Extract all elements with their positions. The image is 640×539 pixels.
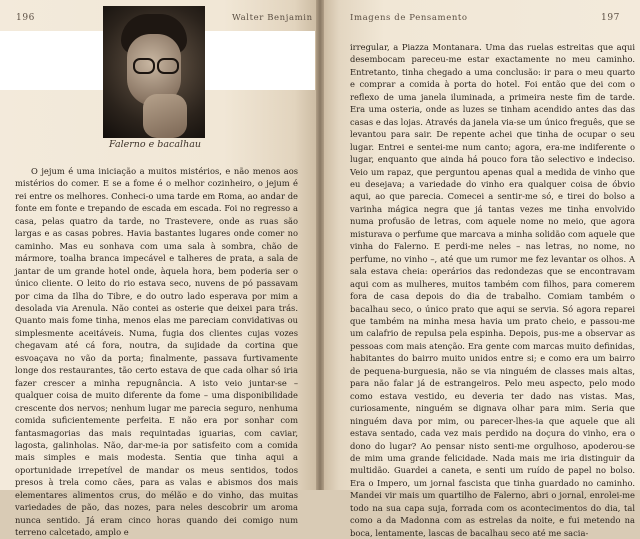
right-page-number: 197 — [601, 13, 620, 23]
book-gutter — [316, 0, 324, 490]
blank-area — [205, 31, 315, 90]
photo-caption: Falerno e bacalhau — [109, 139, 201, 150]
blank-area — [0, 31, 103, 90]
author-portrait-photo — [103, 6, 205, 138]
right-page — [320, 0, 640, 538]
left-page — [0, 0, 320, 538]
left-body-text — [15, 165, 298, 539]
left-paragraph: O jejum é uma iniciação a muitos mistérios, e não menos aos mistérios do comer. E se a fome é o melhor cozinheiro, o jejum é rei entre os melhores. Conheci-o uma tarde em Roma, ao andar de fonte em fonte e trepando de escada em escada. Foi no regresso a casa, pelas quatro da tarde, no Trastevere, onde as ruas são largas e as casas pobres. Havia bastantes lugares onde comer no caminho. Mas eu sonhava com uma sala à sombra, chão de mármore, toalha branca impecável e talheres de prata, a sala de jantar de um grande hotel onde, àquela hora, bem poderia ser o único cliente. O leito do rio estava seco, nuvens de pó passavam por cima da Ilha do Tibre, e do outro lado esperava por mim a desolada via Arenula. Não contei as osterie que deixei para trás. Quanto mais fome tinha, menos elas me pareciam convidativas ou simplesmente aceitáveis. Numa, fugia dos clientes cujas vozes chegavam até cá fora, noutra, da sujidade da cortina que esvoaçava no vão da porta; finalmente, passava furtivamente longe dos restaurantes, tão certo estava de que cada olhar só iria fazer crescer a minha repugnância. A isto veio juntar-se – qualquer coisa de muito diferente da fome – uma disponibilidade crescente dos nervos; nenhum lugar me parecia seguro, nenhuma comida suficientemente perfeita. E não era por sonhar com fantasmagorias das mais requintadas iguarias, com caviar, lagosta, galinholas. Não, dar-me-ia por satisfeito com a comida mais simples e mais modesta. Sentia que tinha aqui a oportunidade irrepetível de mandar os meus sentidos, todos presos à trela como cães, para as valas e abismos dos mais elementares alimentos crus, do mélão e do vinho, das muitas variedades de pão, das nozes, para neles descobrir um aroma nunca sentido. Já eram cinco horas quando dei comigo num terreno calcetado, amplo e — [15, 166, 298, 538]
right-body-text — [350, 41, 635, 539]
right-running-head: Imagens de Pensamento — [350, 13, 468, 23]
left-page-number: 196 — [16, 13, 35, 23]
left-running-head: Walter Benjamin — [232, 13, 313, 23]
right-paragraph: irregular, a Piazza Montanara. Uma das ruelas estreitas que aqui desembocam pareceu-me estar exactamente no meu caminho. Entretanto, tinha chegado a uma conclusão: ir para o meu quarto e comprar a comida à porta do hotel. Foi então que dei com o reflexo de uma janela iluminada, a primeira neste fim de tarde. Era uma osteria, onde as luzes se tinham acendido antes das das casas e das lojas. Através da janela via-se um único freguês, que se levantou para sair. De repente achei que tinha de ocupar o seu lugar. Entrei e sentei-me num canto; agora, era-me indiferente o lugar, enquanto que ainda há pouco fora tão selectivo e indeciso. Veio um rapaz, que perguntou apenas qual a medida de vinho que eu desejava; a variedade do vinho era qualquer coisa de óbvio aqui, ao que parecia. Comecei a sentir-me só, e tirei do bolso a varinha mágica negra que já tantas vezes me tinha envolvido numa profusão de letras, com aquele nome no meio, que agora misturava o perfume que marcava a minha solidão com aquele que vinha do Falerno. E perdi-me neles – nas letras, no nome, no perfume, no vinho –, até que um rumor me fez levantar os olhos. A sala estava cheia: operários das redondezas que se encontravam aqui com as mulheres, muitos também com filhos, para comerem fora de casa depois do dia de trabalho. Comiam também o bacalhau seco, o único prato que aqui se servia. Só agora reparei que também na minha mesa havia um prato cheio, e passou-me um calafrio de repulsa pela espinha. Depois, pus-me a observar as pessoas com mais atenção. Era gente com marcas muito definidas, habitantes do bairro muito unidos entre si; e como era um bairro de pequena-burguesia, não se via ninguém de classes mais altas, para não falar já de estrangeiros. Pelo meu aspecto, pelo modo como estava vestido, eu deveria ter dado nas vistas. Mas, curiosamente, ninguém se dignava olhar para mim. Seria que ninguém dava por mim, ou parecer-lhes-ia que aquele que ali estava sentado, cada vez mais perdido na doçura do vinho, era o dono do lugar? Ao pensar nisto senti-me orgulhoso, apoderou-se de mim uma grande felicidade. Nada mais me iria distinguir da multidão. Guardei a caneta, e senti um ruído de papel no bolso. Era o Impero, um jornal fascista que tinha guardado no caminho. Mandei vir mais um quartilho de Falerno, abri o jornal, enrolei-me todo na sua capa suja, forrada com os acontecimentos do dia, tal como a da Madonna com as estrelas da noite, e fui metendo na boca, lentamente, lascas de bacalhau seco até me sacia- — [350, 42, 635, 538]
